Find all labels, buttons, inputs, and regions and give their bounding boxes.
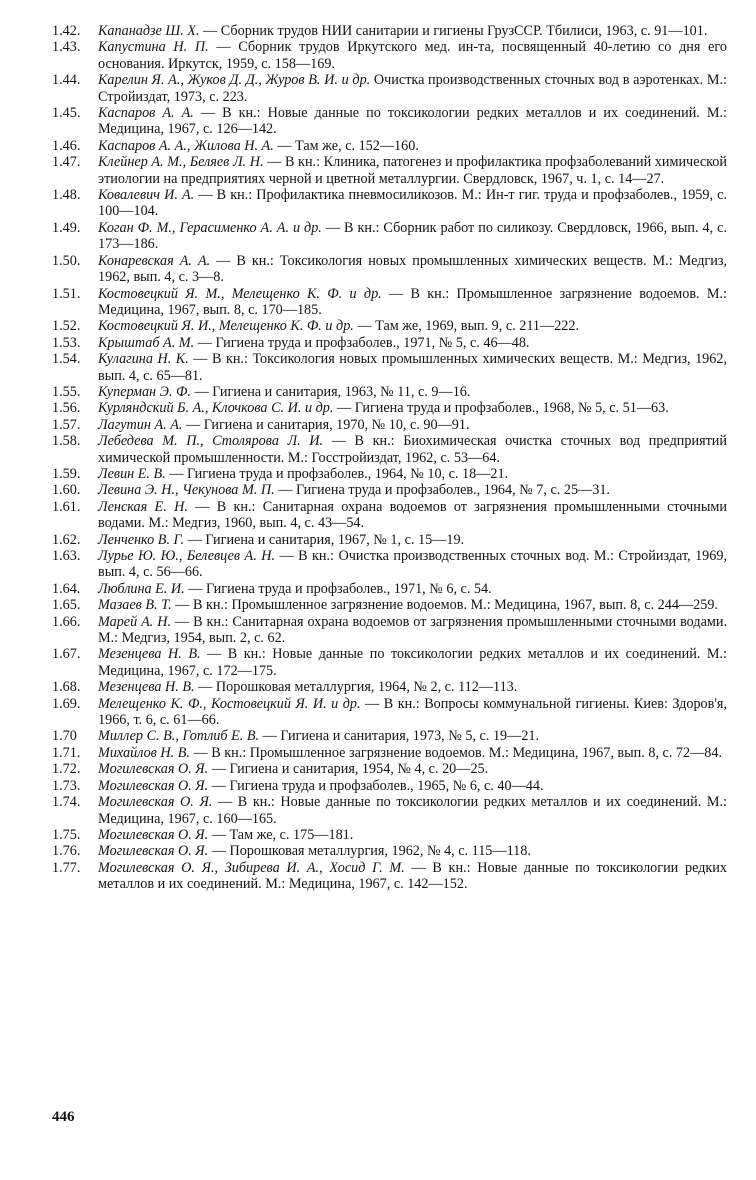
entry-citation: — В кн.: Биохимическая очистка сточных вод предприятий химической промышленности. М.: Госстройиздат, 1962, с. 53—64. [98,433,727,466]
entry-number: 1.54. [52,351,81,368]
entry-citation: — Там же, с. 175—181. [208,826,354,843]
entry-authors: Капустина Н. П. [98,39,209,56]
reference-entry [52,646,727,679]
entry-citation: — Сборник трудов НИИ санитарии и гигиены ГрузССР. Тбилиси, 1963, с. 91—101. [199,23,708,39]
entry-number: 1.75. [52,826,81,843]
reference-entry [52,745,727,761]
entry-authors: Лагутин А. А. [98,416,183,433]
entry-number: 1.55. [52,383,81,400]
entry-citation: — В кн.: Промышленное загрязнение водоемов. М.: Медицина, 1967, вып. 8, с. 244—259. [171,597,718,614]
entry-authors: Конаревская А. А. [98,252,211,269]
entry-authors: Каспаров А. А., Жилова Н. А. [98,137,274,154]
entry-citation: — Гигиена и санитария, 1973, № 5, с. 19—21. [259,728,540,745]
entry-number: 1.44. [52,72,81,89]
reference-entry [52,597,727,613]
reference-entry [52,696,727,729]
entry-citation: — Гигиена и санитария, 1963, № 11, с. 9—16. [190,383,471,400]
entry-authors: Кулагина Н. К. [98,351,189,368]
entry-authors: Могилевская О. Я. [98,843,209,860]
entry-authors: Карелин Я. А., Жуков Д. Д., Журов В. И. и др. [98,72,371,89]
reference-entry [52,532,727,548]
reference-entry [52,253,727,286]
entry-citation: — Гигиена труда и профзаболев., 1971, № 6, с. 54. [184,580,492,597]
entry-number: 1.76. [52,843,81,860]
entry-authors: Ленская Е. Н. [98,498,188,515]
entry-number: 1.42. [52,23,81,39]
reference-entry [52,827,727,843]
entry-number: 1.69. [52,695,81,712]
entry-number: 1.66. [52,613,81,630]
entry-citation: — Гигиена труда и профзаболев., 1964, № 7, с. 25—31. [274,482,610,499]
entry-number: 1.73. [52,777,81,794]
entry-number: 1.53. [52,334,81,351]
reference-entry [52,433,727,466]
reference-entry [52,39,727,72]
entry-number: 1.52. [52,318,81,335]
entry-authors: Крыштаб А. М. [98,334,195,351]
reference-entry [52,679,727,695]
reference-entry [52,499,727,532]
entry-citation: — Порошковая металлургия, 1962, № 4, с. 115—118. [208,843,531,860]
entry-citation: — В кн.: Вопросы коммунальной гигиены. Киев: Здоров'я, 1966, т. 6, с. 61—66. [98,695,727,729]
reference-entry [52,351,727,384]
entry-authors: Михайлов Н. В. [98,744,190,761]
entry-citation: — Гигиена труда и профзаболев., 1968, № 5, с. 51—63. [333,400,669,417]
reference-entry [52,466,727,482]
entry-citation: — В кн.: Новые данные по токсикологии редких металлов и их соединений. М.: Медицина, 1967, с. 160—165. [98,794,727,827]
entry-number: 1.59. [52,465,81,482]
entry-authors: Марей А. Н. [98,613,172,630]
entry-citation: — В кн.: Новые данные по токсикологии редких металлов и их соединений. М.: Медицина, 1967, с. 142—152. [98,859,727,893]
entry-authors: Коган Ф. М., Герасименко А. А. и др. [98,219,322,236]
reference-entry [52,138,727,154]
entry-citation: — Сборник трудов Иркутского мед. ин-та, посвященный 40-летию со дня его основания. Иркутск, 1959, с. 158—169. [98,39,727,72]
entry-authors: Могилевская О. Я. [98,826,209,843]
reference-entry [52,794,727,827]
entry-number: 1.67. [52,646,81,663]
entry-citation: — Порошковая металлургия, 1964, № 2, с. 112—113. [194,679,518,696]
entry-authors: Куперман Э. Ф. [98,383,191,400]
entry-authors: Капанадзе Ш. Х. [98,23,200,39]
reference-entry [52,105,727,138]
reference-entry [52,548,727,581]
entry-citation: — Гигиена труда и профзаболев., 1971, № 5, с. 46—48. [194,334,530,351]
reference-entry [52,761,727,777]
entry-number: 1.62. [52,531,81,548]
entry-number: 1.63. [52,548,81,564]
reference-entry [52,318,727,334]
reference-entry [52,860,727,893]
reference-entry [52,23,727,39]
entry-citation: — Гигиена труда и профзаболев., 1965, № 6, с. 40—44. [208,777,544,794]
entry-citation: — Гигиена и санитария, 1954, № 4, с. 20—25. [208,761,489,778]
entry-number: 1.77. [52,859,81,876]
entry-authors: Клейнер А. М., Беляев Л. Н. [98,154,264,171]
entry-authors: Курляндский Б. А., Клочкова С. И. и др. [98,400,334,417]
reference-entry [52,154,727,187]
entry-number: 1.64. [52,580,81,597]
page-number: 446 [52,1109,75,1125]
entry-citation: — В кн.: Сборник работ по силикозу. Свердловск, 1966, вып. 4, с. 173—186. [98,219,727,253]
entry-number: 1.72. [52,761,81,778]
reference-entry [52,778,727,794]
entry-authors: Мелещенко К. Ф., Костовецкий Я. И. и др. [98,695,361,712]
reference-entry [52,384,727,400]
entry-number: 1.65. [52,597,81,614]
entry-citation: — В кн.: Новые данные по токсикологии редких металлов и их соединений. М.: Медицина, 1967, с. 172—175. [98,646,727,679]
entry-citation: — В кн.: Промышленное загрязнение водоемов. М.: Медицина, 1967, вып. 8, с. 170—185. [98,285,727,318]
entry-citation: — В кн.: Промышленное загрязнение водоемов. М.: Медицина, 1967, вып. 8, с. 72—84. [189,744,723,761]
entry-citation: — Гигиена и санитария, 1967, № 1, с. 15—19. [184,531,465,548]
reference-entry [52,220,727,253]
reference-entry [52,187,727,220]
entry-citation: — В кн.: Токсикология новых промышленных химических веществ. М.: Медгиз, 1962, вып. 4, с. 3—8. [98,252,727,286]
entry-authors: Левин Е. В. [98,465,166,482]
entry-citation: — Там же, с. 152—160. [273,137,419,154]
reference-entry [52,286,727,319]
entry-number: 1.56. [52,400,81,417]
reference-entry [52,72,727,105]
entry-authors: Лурье Ю. Ю., Белевцев А. Н. [98,548,275,564]
entry-authors: Могилевская О. Я., Зибирева И. А., Хосид Г. М. [98,859,405,876]
entry-number: 1.58. [52,433,81,450]
bibliography-list [52,23,727,893]
entry-number: 1.70 [52,728,77,745]
reference-entry [52,581,727,597]
reference-entry [52,843,727,859]
entry-citation: — Гигиена труда и профзаболев., 1964, № 10, с. 18—21. [165,465,509,482]
entry-number: 1.71. [52,744,81,761]
reference-entry [52,728,727,744]
reference-entry [52,400,727,416]
reference-entry [52,417,727,433]
entry-authors: Ленченко В. Г. [98,531,185,548]
entry-number: 1.50. [52,252,81,269]
entry-citation: — В кн.: Клиника, патогенез и профилактика профзаболеваний химической этиологии на предприятиях черной и цветной металлургии. Свердловск, 1967, ч. 1, с. 14—27. [98,154,727,187]
entry-number: 1.45. [52,105,81,122]
entry-authors: Левина Э. Н., Чекунова М. П. [98,482,275,499]
entry-authors: Костовецкий Я. И., Мелещенко К. Ф. и др. [98,318,354,335]
entry-citation: — В кн.: Токсикология новых промышленных химических веществ. М.: Медгиз, 1962, вып. 4, с. 65—81. [98,351,728,384]
entry-authors: Люблина Е. И. [98,580,185,597]
entry-number: 1.74. [52,794,81,811]
entry-authors: Каспаров А. А. [98,105,194,122]
entry-number: 1.60. [52,482,81,499]
entry-citation: — В кн.: Новые данные по токсикологии редких металлов и их соединений. М.: Медицина, 1967, с. 126—142. [98,105,727,138]
entry-number: 1.51. [52,285,81,302]
entry-citation: — В кн.: Санитарная охрана водоемов от загрязнения промышленными сточными водами. М.: Медгиз, 1960, вып. 4, с. 43—54. [98,498,727,532]
entry-citation: — В кн.: Профилактика пневмосиликозов. М.: Ин-т гиг. труда и профзаболев., 1959, с. 100—104. [98,187,727,220]
reference-entry [52,482,727,498]
entry-authors: Могилевская О. Я. [98,794,213,811]
entry-number: 1.47. [52,154,81,171]
entry-citation: — В кн.: Очистка производственных сточных вод. М.: Стройиздат, 1969, вып. 4, с. 56—66. [98,548,727,581]
entry-number: 1.49. [52,219,81,236]
entry-authors: Костовецкий Я. М., Мелещенко К. Ф. и др. [98,285,382,302]
entry-number: 1.48. [52,187,81,204]
entry-authors: Мезенцева Н. В. [98,679,195,696]
entry-authors: Могилевская О. Я. [98,777,209,794]
reference-entry [52,614,727,647]
entry-authors: Могилевская О. Я. [98,761,209,778]
entry-number: 1.43. [52,39,81,56]
entry-number: 1.46. [52,137,81,154]
entry-authors: Лебедева М. П., Столярова Л. И. [98,433,324,450]
reference-entry [52,335,727,351]
entry-authors: Мазаев В. Т. [98,597,172,614]
entry-authors: Миллер С. В., Готлиб Е. В. [98,728,260,745]
entry-citation: Очистка производственных сточных вод в аэротенках. М.: Стройиздат, 1973, с. 223. [98,72,727,105]
entry-authors: Мезенцева Н. В. [98,646,201,663]
entry-number: 1.61. [52,498,81,515]
entry-citation: — Гигиена и санитария, 1970, № 10, с. 90—91. [182,416,470,433]
entry-citation: — Там же, 1969, вып. 9, с. 211—222. [353,318,580,335]
entry-number: 1.57. [52,416,81,433]
entry-authors: Ковалевич И. А. [98,187,195,204]
entry-citation: — В кн.: Санитарная охрана водоемов от загрязнения промышленными сточными водами. М.: Медгиз, 1954, вып. 2, с. 62. [98,613,727,647]
entry-number: 1.68. [52,679,81,696]
